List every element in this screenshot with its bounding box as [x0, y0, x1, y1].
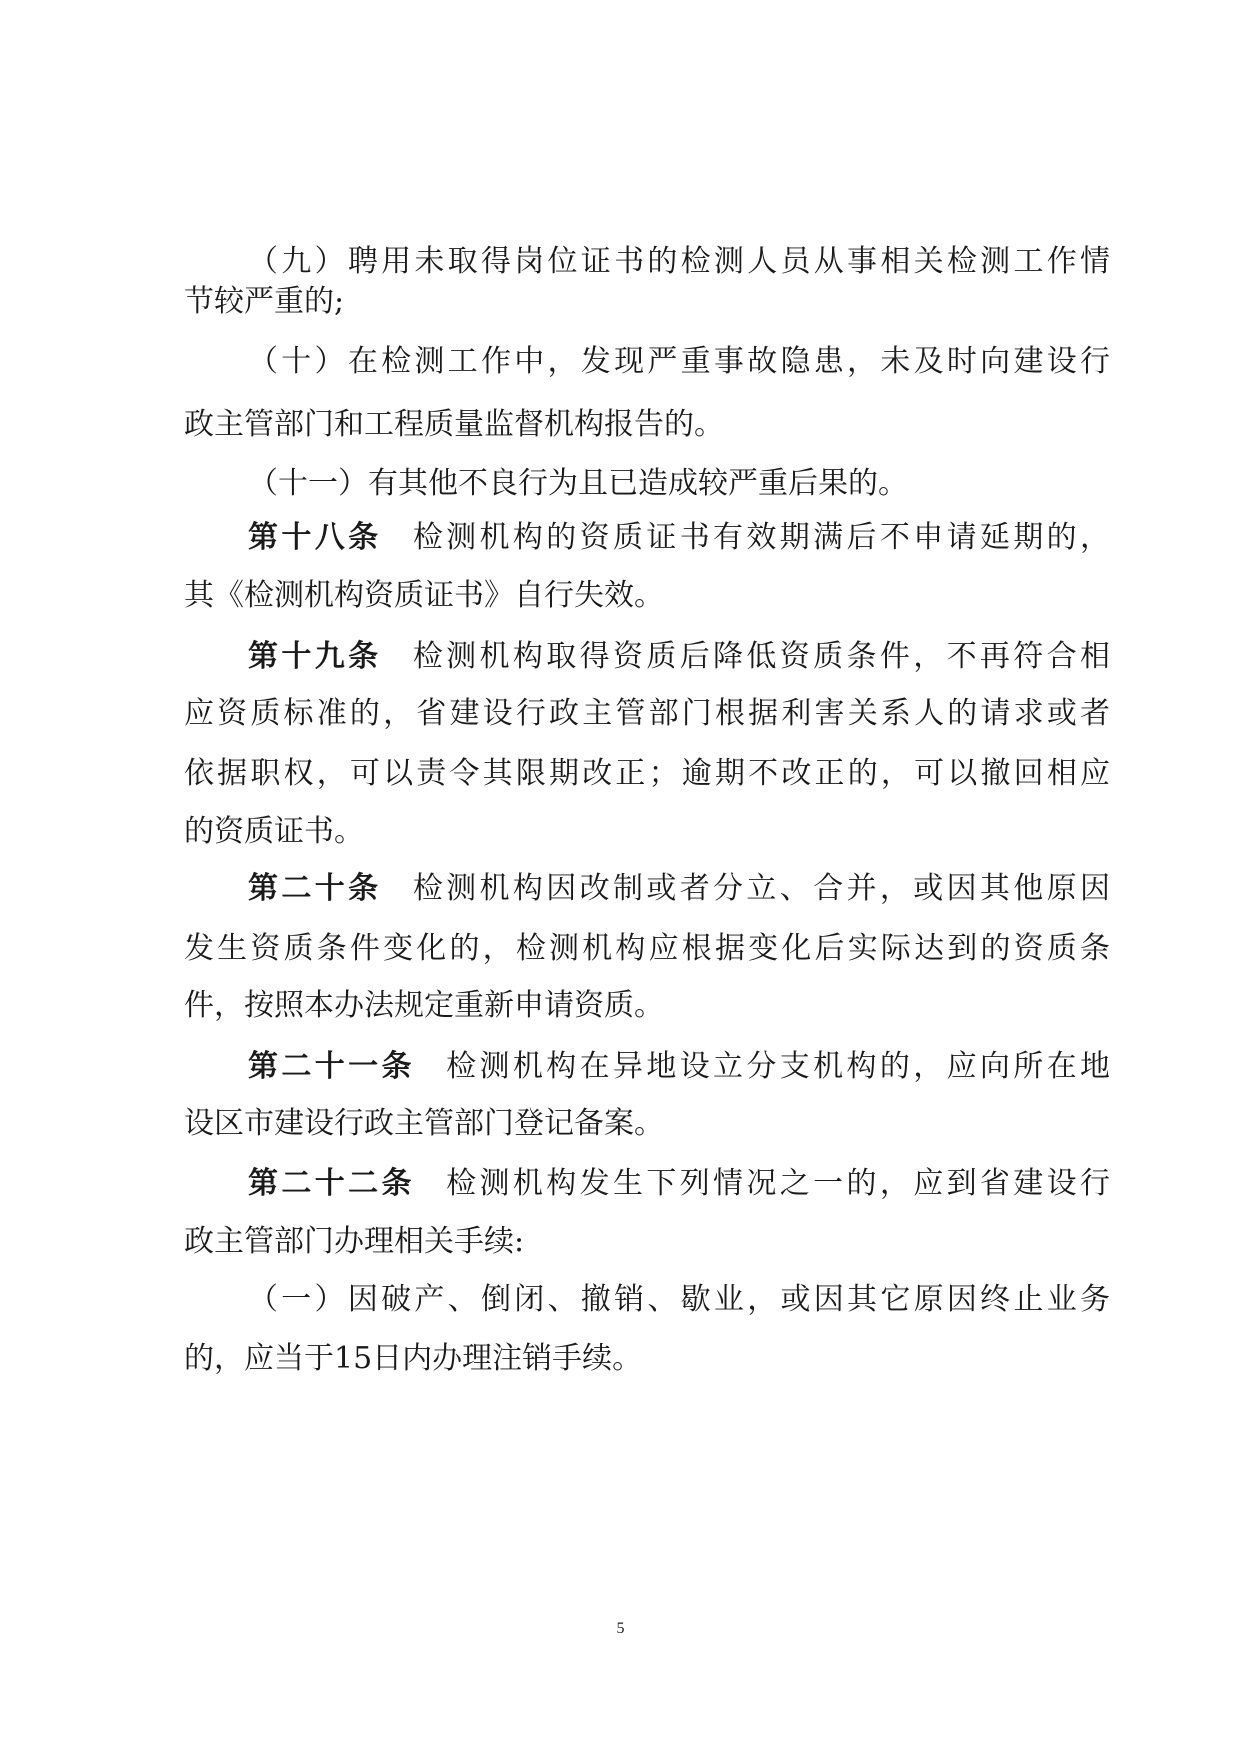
article-18-line-2: 其《检测机构资质证书》自行失效。	[184, 578, 664, 613]
article-22-heading: 第二十二条	[248, 1166, 415, 1201]
article-22-item-one-line-1: （一）因破产、倒闭、撤销、歇业，或因其它原因终止业务	[248, 1282, 1110, 1317]
article-21-line-2: 设区市建设行政主管部门登记备案。	[184, 1106, 664, 1141]
article-18-heading: 第十八条	[248, 520, 382, 555]
item-ten-line-1: （十）在检测工作中，发现严重事故隐患，未及时向建设行	[248, 344, 1110, 379]
item-eleven: （十一）有其他不良行为且已造成较严重后果的。	[248, 466, 908, 501]
article-22-text: 检测机构发生下列情况之一的，应到省建设行	[442, 1166, 1111, 1201]
article-20-line-3: 件，按照本办法规定重新申请资质。	[184, 988, 664, 1023]
article-18-line-1	[248, 518, 1110, 558]
article-20-text: 检测机构因改制或者分立、合并，或因其他原因	[409, 871, 1111, 906]
item-nine-line-2: 节较严重的;	[184, 284, 345, 319]
article-19-line-3: 依据职权，可以责令其限期改正；逾期不改正的，可以撤回相应	[184, 756, 1110, 791]
article-21-line-1	[248, 1047, 1110, 1087]
article-18-text: 检测机构的资质证书有效期满后不申请延期的，	[409, 520, 1111, 555]
article-21-heading: 第二十一条	[248, 1049, 415, 1084]
article-19-line-4: 的资质证书。	[184, 814, 364, 849]
article-19-line-1	[248, 637, 1110, 677]
article-20-line-1	[248, 869, 1110, 909]
article-19-text: 检测机构取得资质后降低资质条件，不再符合相	[409, 639, 1111, 674]
page-number: 5	[616, 1620, 625, 1637]
article-19-heading: 第十九条	[248, 639, 382, 674]
article-20-heading: 第二十条	[248, 871, 382, 906]
article-22-item-one-line-2: 的，应当于15日内办理注销手续。	[184, 1341, 643, 1376]
article-22-line-2: 政主管部门办理相关手续:	[184, 1224, 525, 1259]
article-19-line-2: 应资质标准的，省建设行政主管部门根据利害关系人的请求或者	[184, 696, 1110, 731]
item-ten-line-2: 政主管部门和工程质量监督机构报告的。	[184, 407, 724, 442]
item-nine-line-1: （九）聘用未取得岗位证书的检测人员从事相关检测工作情	[248, 244, 1110, 279]
article-22-line-1	[248, 1164, 1110, 1204]
article-20-line-2: 发生资质条件变化的，检测机构应根据变化后实际达到的资质条	[184, 931, 1110, 966]
article-21-text: 检测机构在异地设立分支机构的，应向所在地	[442, 1049, 1111, 1084]
